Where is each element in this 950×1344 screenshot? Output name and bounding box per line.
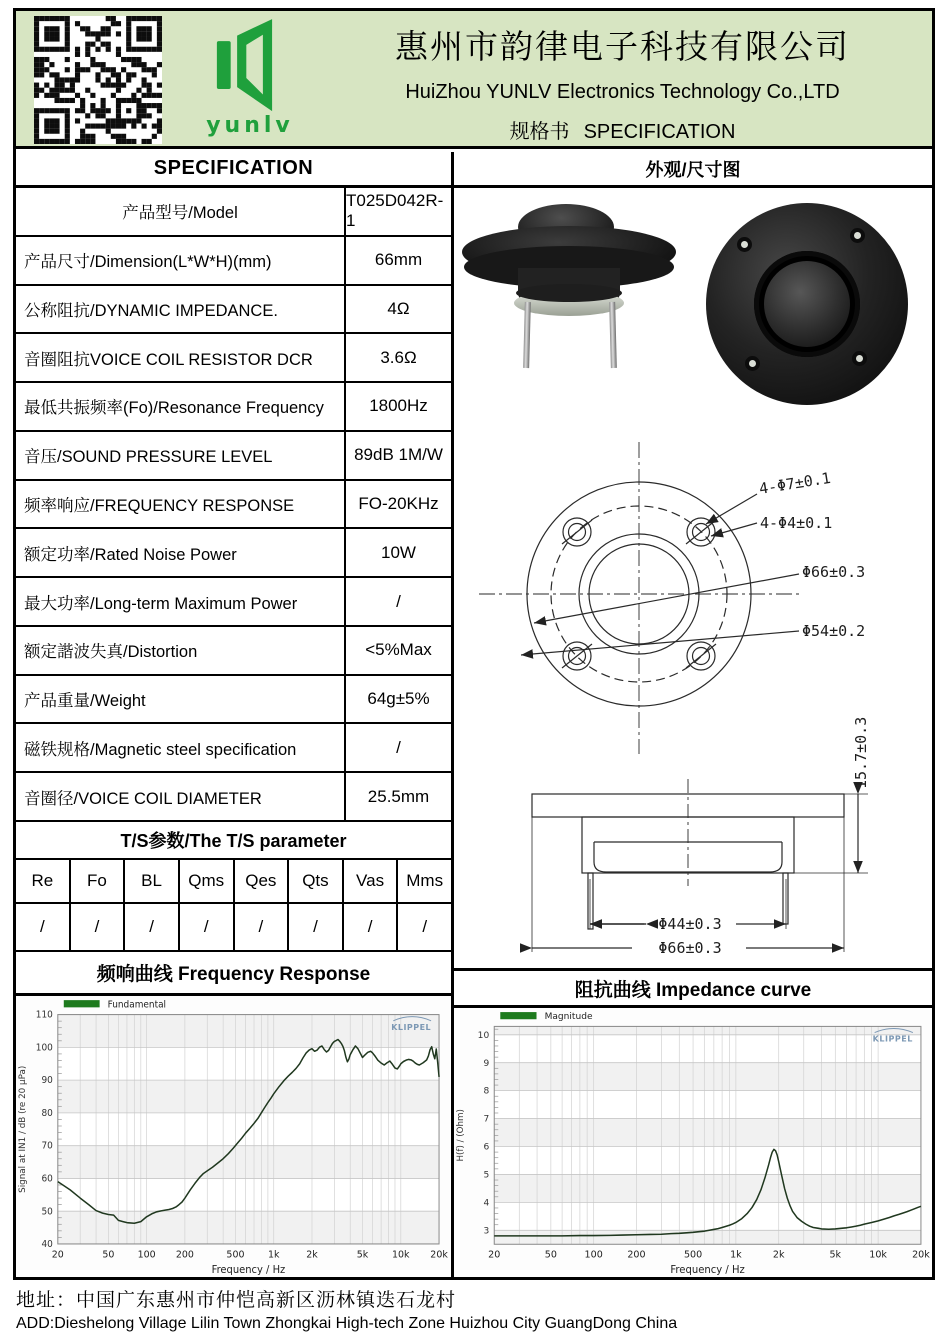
svg-text:50: 50	[102, 1249, 115, 1261]
svg-text:5k: 5k	[356, 1249, 369, 1261]
svg-text:40: 40	[41, 1239, 53, 1251]
spec-label: 额定功率/Rated Noise Power	[16, 529, 346, 576]
product-photos	[454, 188, 932, 424]
svg-text:110: 110	[35, 1010, 53, 1021]
table-row	[16, 286, 451, 335]
spec-value: FO-20KHz	[358, 493, 439, 513]
ts-value-cell: /	[180, 904, 235, 950]
spec-value: 66mm	[374, 250, 423, 270]
logo-text: yunlv	[206, 113, 294, 138]
dimension-drawing-svg	[454, 424, 932, 968]
svg-text:Frequency / Hz: Frequency / Hz	[211, 1264, 286, 1276]
svg-text:100: 100	[35, 1043, 53, 1054]
appearance-panel-title: 外观/尺寸图	[454, 152, 932, 188]
svg-text:60: 60	[41, 1174, 53, 1185]
address-en: ADD:Dieshelong Village Lilin Town Zhongkai High-tech Zone Huizhou City GuangDong China	[16, 1315, 678, 1332]
table-row	[16, 383, 451, 432]
ts-column-header: Qes	[235, 860, 290, 902]
doc-title	[321, 115, 924, 144]
ts-table-title: T/S参数/The T/S parameter	[16, 822, 451, 860]
tweeter-terminal-pin	[523, 302, 531, 368]
table-row	[16, 578, 451, 627]
mounting-hole	[850, 228, 865, 243]
table-row	[16, 627, 451, 676]
mounting-hole	[745, 356, 760, 371]
impedance-chart	[454, 1008, 932, 1277]
spec-label: 额定諧波失真/Distortion	[16, 627, 346, 674]
ts-column-header: BL	[125, 860, 180, 902]
company-logo	[184, 17, 316, 145]
svg-text:Magnitude: Magnitude	[544, 1012, 593, 1023]
tweeter-front-dome	[764, 261, 850, 347]
svg-text:10: 10	[477, 1030, 490, 1041]
svg-text:4: 4	[483, 1198, 490, 1209]
table-row	[16, 481, 451, 530]
ts-column-header: Vas	[344, 860, 399, 902]
spec-value: 25.5mm	[367, 786, 430, 806]
ts-column-header: Qms	[180, 860, 235, 902]
spec-label: 音圈径/VOICE COIL DIAMETER	[16, 773, 346, 820]
ts-values-row	[16, 904, 451, 952]
spec-value: 4Ω	[387, 298, 410, 318]
spec-label: 音圈阻抗VOICE COIL RESISTOR DCR	[16, 334, 346, 381]
spec-label: 频率响应/FREQUENCY RESPONSE	[16, 481, 346, 528]
spec-value: 89dB 1M/W	[354, 445, 443, 465]
content-columns	[16, 152, 932, 1277]
spec-value: T025D042R-1	[346, 191, 444, 231]
dim-label-outer-dia: Φ66±0.3	[802, 563, 866, 581]
spec-value: 10W	[381, 542, 416, 562]
svg-text:2k: 2k	[772, 1249, 785, 1261]
ts-header-row	[16, 860, 451, 904]
svg-text:100: 100	[584, 1249, 603, 1261]
svg-text:20k: 20k	[912, 1249, 930, 1261]
svg-text:H(f) / (Ohm): H(f) / (Ohm)	[456, 1109, 467, 1162]
svg-text:5: 5	[483, 1170, 490, 1181]
address-cn: 地址：中国广东惠州市仲恺高新区沥林镇迭石龙村	[16, 1290, 457, 1311]
svg-text:90: 90	[41, 1076, 53, 1087]
frequency-response-title: 频响曲线 Frequency Response	[16, 952, 451, 996]
svg-text:7: 7	[483, 1114, 490, 1125]
impedance-plot	[454, 1008, 932, 1277]
dim-label-side-outer: Φ66±0.3	[658, 939, 722, 957]
mounting-hole	[852, 351, 867, 366]
ts-value-cell: /	[422, 917, 428, 936]
spec-label: 产品型号/Model	[16, 188, 346, 235]
spec-label: 产品尺寸/Dimension(L*W*H)(mm)	[16, 237, 346, 284]
ts-value-cell: /	[71, 904, 126, 950]
table-row	[16, 529, 451, 578]
left-column	[16, 152, 454, 1277]
spec-table-title: SPECIFICATION	[16, 152, 451, 188]
svg-text:Signal at IN1 / dB (re 20 µPa): Signal at IN1 / dB (re 20 µPa)	[18, 1065, 28, 1193]
speaker-logo-icon	[204, 17, 296, 115]
table-row	[16, 724, 451, 773]
frequency-response-chart	[16, 996, 451, 1277]
spec-label: 磁铁规格/Magnetic steel specification	[16, 724, 346, 771]
table-row	[16, 334, 451, 383]
svg-text:80: 80	[41, 1108, 53, 1120]
frequency-response-plot	[16, 996, 451, 1277]
doc-title-cn: 规格书	[509, 121, 570, 143]
svg-text:500: 500	[683, 1249, 703, 1261]
ts-value-cell: /	[289, 904, 344, 950]
svg-text:8: 8	[483, 1086, 490, 1097]
spec-label: 音压/SOUND PRESSURE LEVEL	[16, 432, 346, 479]
dim-label-holes-outer: 4-Φ7±0.1	[757, 468, 832, 498]
spec-label: 最低共振频率(Fo)/Resonance Frequency	[16, 383, 346, 430]
ts-column-header: Qts	[289, 860, 344, 902]
tweeter-terminal-pin	[609, 302, 617, 368]
table-row	[16, 188, 451, 237]
document-header	[16, 11, 932, 149]
spec-value: /	[396, 591, 401, 611]
svg-text:3: 3	[483, 1226, 490, 1237]
ts-value-cell: /	[125, 904, 180, 950]
svg-text:KLIPPEL: KLIPPEL	[872, 1033, 913, 1044]
svg-text:Frequency / Hz: Frequency / Hz	[670, 1264, 745, 1276]
svg-text:10k: 10k	[869, 1249, 887, 1261]
table-row	[16, 773, 451, 822]
tweeter-side-ring-cover	[516, 284, 622, 302]
svg-text:100: 100	[137, 1249, 156, 1261]
svg-text:10k: 10k	[392, 1249, 410, 1261]
svg-text:50: 50	[544, 1249, 557, 1261]
spec-value: 1800Hz	[369, 396, 428, 416]
svg-text:70: 70	[41, 1141, 53, 1152]
qr-code	[34, 16, 162, 144]
spec-label: 产品重量/Weight	[16, 676, 346, 723]
spec-table	[16, 188, 451, 822]
table-row	[16, 432, 451, 481]
spec-value: /	[396, 737, 401, 757]
dimension-drawing	[454, 424, 932, 968]
dim-label-bolt-dia: Φ54±0.2	[802, 622, 866, 640]
spec-label: 公称阻抗/DYNAMIC IMPEDANCE.	[16, 286, 346, 333]
spec-value: 64g±5%	[367, 689, 430, 709]
table-row	[16, 676, 451, 725]
doc-title-en: SPECIFICATION	[583, 121, 736, 143]
svg-text:2k: 2k	[306, 1249, 318, 1261]
ts-value-cell: /	[344, 904, 399, 950]
svg-text:5k: 5k	[829, 1249, 842, 1261]
svg-text:20: 20	[51, 1249, 64, 1261]
company-name-cn: 惠州市韵律电子科技有限公司	[395, 30, 850, 66]
mounting-hole	[737, 237, 752, 252]
dim-label-side-inner: Φ44±0.3	[658, 915, 722, 933]
svg-text:1k: 1k	[267, 1249, 280, 1261]
ts-value-cell: /	[235, 904, 290, 950]
ts-column-header: Fo	[71, 860, 126, 902]
company-name-en: HuiZhou YUNLV Electronics Technology Co.,LTD	[405, 81, 840, 103]
svg-text:6: 6	[483, 1142, 490, 1153]
svg-text:50: 50	[41, 1207, 53, 1218]
svg-text:1k: 1k	[730, 1249, 742, 1261]
svg-text:500: 500	[226, 1249, 245, 1261]
svg-text:9: 9	[483, 1058, 490, 1069]
ts-value-cell: /	[16, 904, 71, 950]
impedance-curve-title: 阻抗曲线 Impedance curve	[454, 968, 932, 1008]
qr-code-icon	[34, 16, 162, 144]
ts-column-header: Mms	[406, 871, 444, 890]
dim-label-height: 15.7±0.3	[852, 716, 870, 789]
svg-text:Fundamental: Fundamental	[107, 1000, 167, 1011]
svg-text:KLIPPEL: KLIPPEL	[391, 1021, 432, 1033]
dim-label-holes-inner: 4-Φ4±0.1	[760, 514, 833, 532]
svg-text:20k: 20k	[430, 1249, 448, 1261]
svg-text:20: 20	[488, 1249, 501, 1261]
header-text-block	[321, 15, 924, 144]
table-row	[16, 237, 451, 286]
right-column	[454, 152, 932, 1277]
svg-text:200: 200	[175, 1249, 194, 1261]
spec-value: 3.6Ω	[380, 347, 417, 367]
document-frame	[13, 8, 935, 1280]
ts-column-header: Re	[16, 860, 71, 902]
footer-address	[16, 1285, 677, 1333]
spec-label: 最大功率/Long-term Maximum Power	[16, 578, 346, 625]
spec-value: <5%Max	[365, 640, 432, 660]
svg-text:200: 200	[627, 1249, 646, 1261]
